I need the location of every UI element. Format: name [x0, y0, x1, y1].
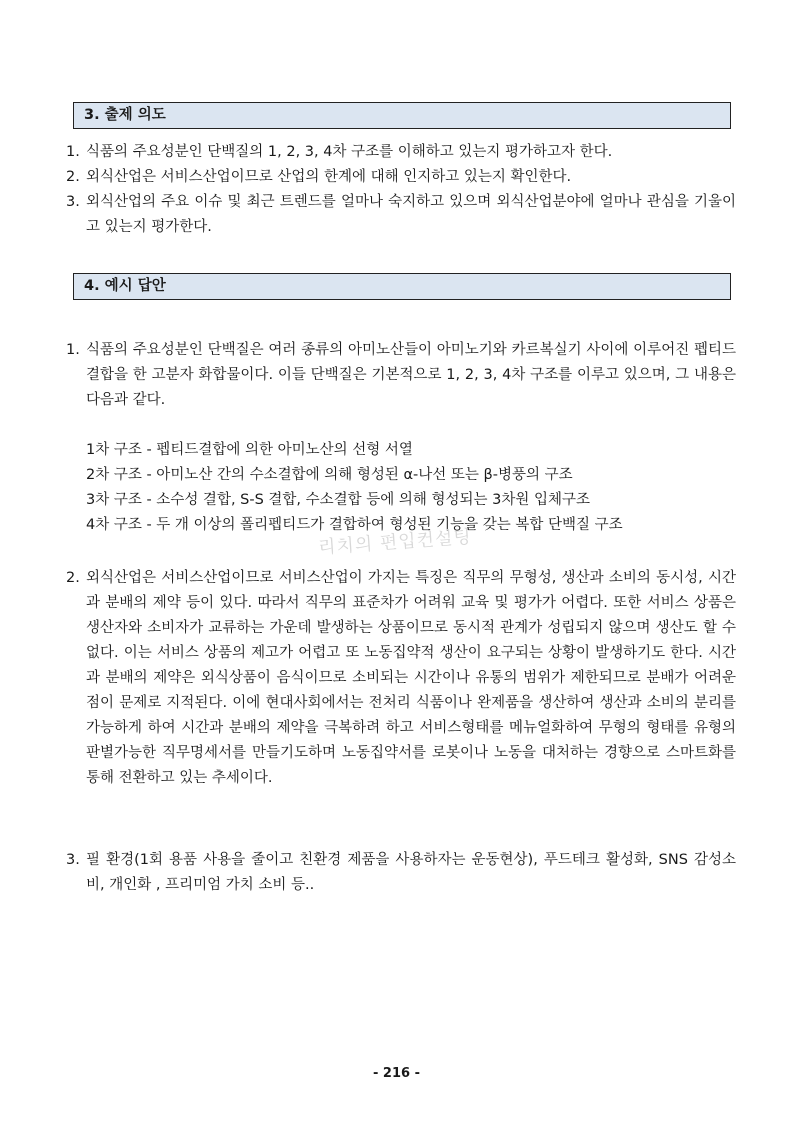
answer-item-1 — [66, 338, 736, 413]
structure-line-2: 2차 구조 - 아미노산 간의 수소결합에 의해 형성된 α-나선 또는 β-병풍의 구조 — [86, 467, 573, 483]
item-text: 식품의 주요성분인 단백질의 1, 2, 3, 4차 구조를 이해하고 있는지 평가하고자 한다. — [86, 144, 613, 160]
answer-item-3 — [66, 848, 736, 898]
structure-line-4: 4차 구조 - 두 개 이상의 폴리펩티드가 결합하여 형성된 기능을 갖는 복합 단백질 구조 — [86, 517, 623, 533]
item-number: 1. — [66, 342, 80, 358]
item-text: 외식산업은 서비스산업이므로 산업의 한계에 대해 인지하고 있는지 확인한다. — [86, 169, 572, 185]
item-number: 2. — [66, 570, 80, 586]
item-number: 3. — [66, 852, 80, 868]
answer-item-2 — [66, 566, 736, 791]
item-text: 외식산업의 주요 이슈 및 최근 트렌드를 얼마나 숙지하고 있으며 외식산업분야에 얼마나 관심을 기울이고 있는지 평가한다. — [86, 194, 736, 235]
section-4-heading: 4. 예시 답안 — [73, 273, 731, 300]
structure-line-3: 3차 구조 - 소수성 결합, S-S 결합, 수소결합 등에 의해 형성되는 3차원 입체구조 — [86, 492, 591, 508]
item-text: 식품의 주요성분인 단백질은 여러 종류의 아미노산들이 아미노기와 카르복실기 사이에 이루어진 펩티드 결합을 한 고분자 화합물이다. 이들 단백질은 기본적으로 1, 2, 3, 4차 구조를 이루고 있으며, 그 내용은 다음과 같다. — [86, 342, 736, 408]
watermark: 리치의 편입컨설팅 — [317, 526, 473, 559]
section-3-heading: 3. 출제 의도 — [73, 102, 731, 129]
item-text: 외식산업은 서비스산업이므로 서비스산업이 가지는 특징은 직무의 무형성, 생산과 소비의 동시성, 시간과 분배의 제약 등이 있다. 따라서 직무의 표준차가 어려워 교육 및 평가가 어렵다. 또한 서비스 상품은 생산자와 소비자가 교류하는 가운데 발생하는 상품이므로 동시적 관계가 성립되지 않으며 생산도 할 수 없다. 이는 서비스 상품의 제고가 어렵고 또 노동집약적 생산이 요구되는 상황이 발생하기도 한다. 시간과 분배의 제약은 외식상품이 음식이므로 소비되는 시간이나 유통의 범위가 제한되므로 분배가 어려운 점이 문제로 지적된다. 이에 현대사회에서는 전처리 식품이나 완제품을 생산하여 생산과 소비의 분리를 가능하게 하여 시간과 분배의 제약을 극복하려 하고 서비스형태를 메뉴얼화하여 무형의 형태를 유형의 판별가능한 직무명세서를 만들기도하며 노동집약서를 로봇이나 노동을 대처하는 경향으로 스마트화를 통해 전환하고 있는 추세이다. — [86, 570, 736, 786]
item-number: 1. — [66, 144, 80, 160]
structure-line-1: 1차 구조 - 펩티드결합에 의한 아미노산의 선형 서열 — [86, 442, 413, 458]
section-3-item-3 — [66, 190, 736, 240]
item-number: 3. — [66, 194, 80, 210]
section-3-item-2 — [66, 165, 736, 190]
item-text: 필 환경(1회 용품 사용을 줄이고 친환경 제품을 사용하자는 운동현상), 푸드테크 활성화, SNS 감성소비, 개인화 , 프리미엄 가치 소비 등.. — [86, 852, 736, 893]
page-number: - 216 - — [373, 1066, 420, 1081]
section-3-item-1 — [66, 140, 736, 165]
item-number: 2. — [66, 169, 80, 185]
